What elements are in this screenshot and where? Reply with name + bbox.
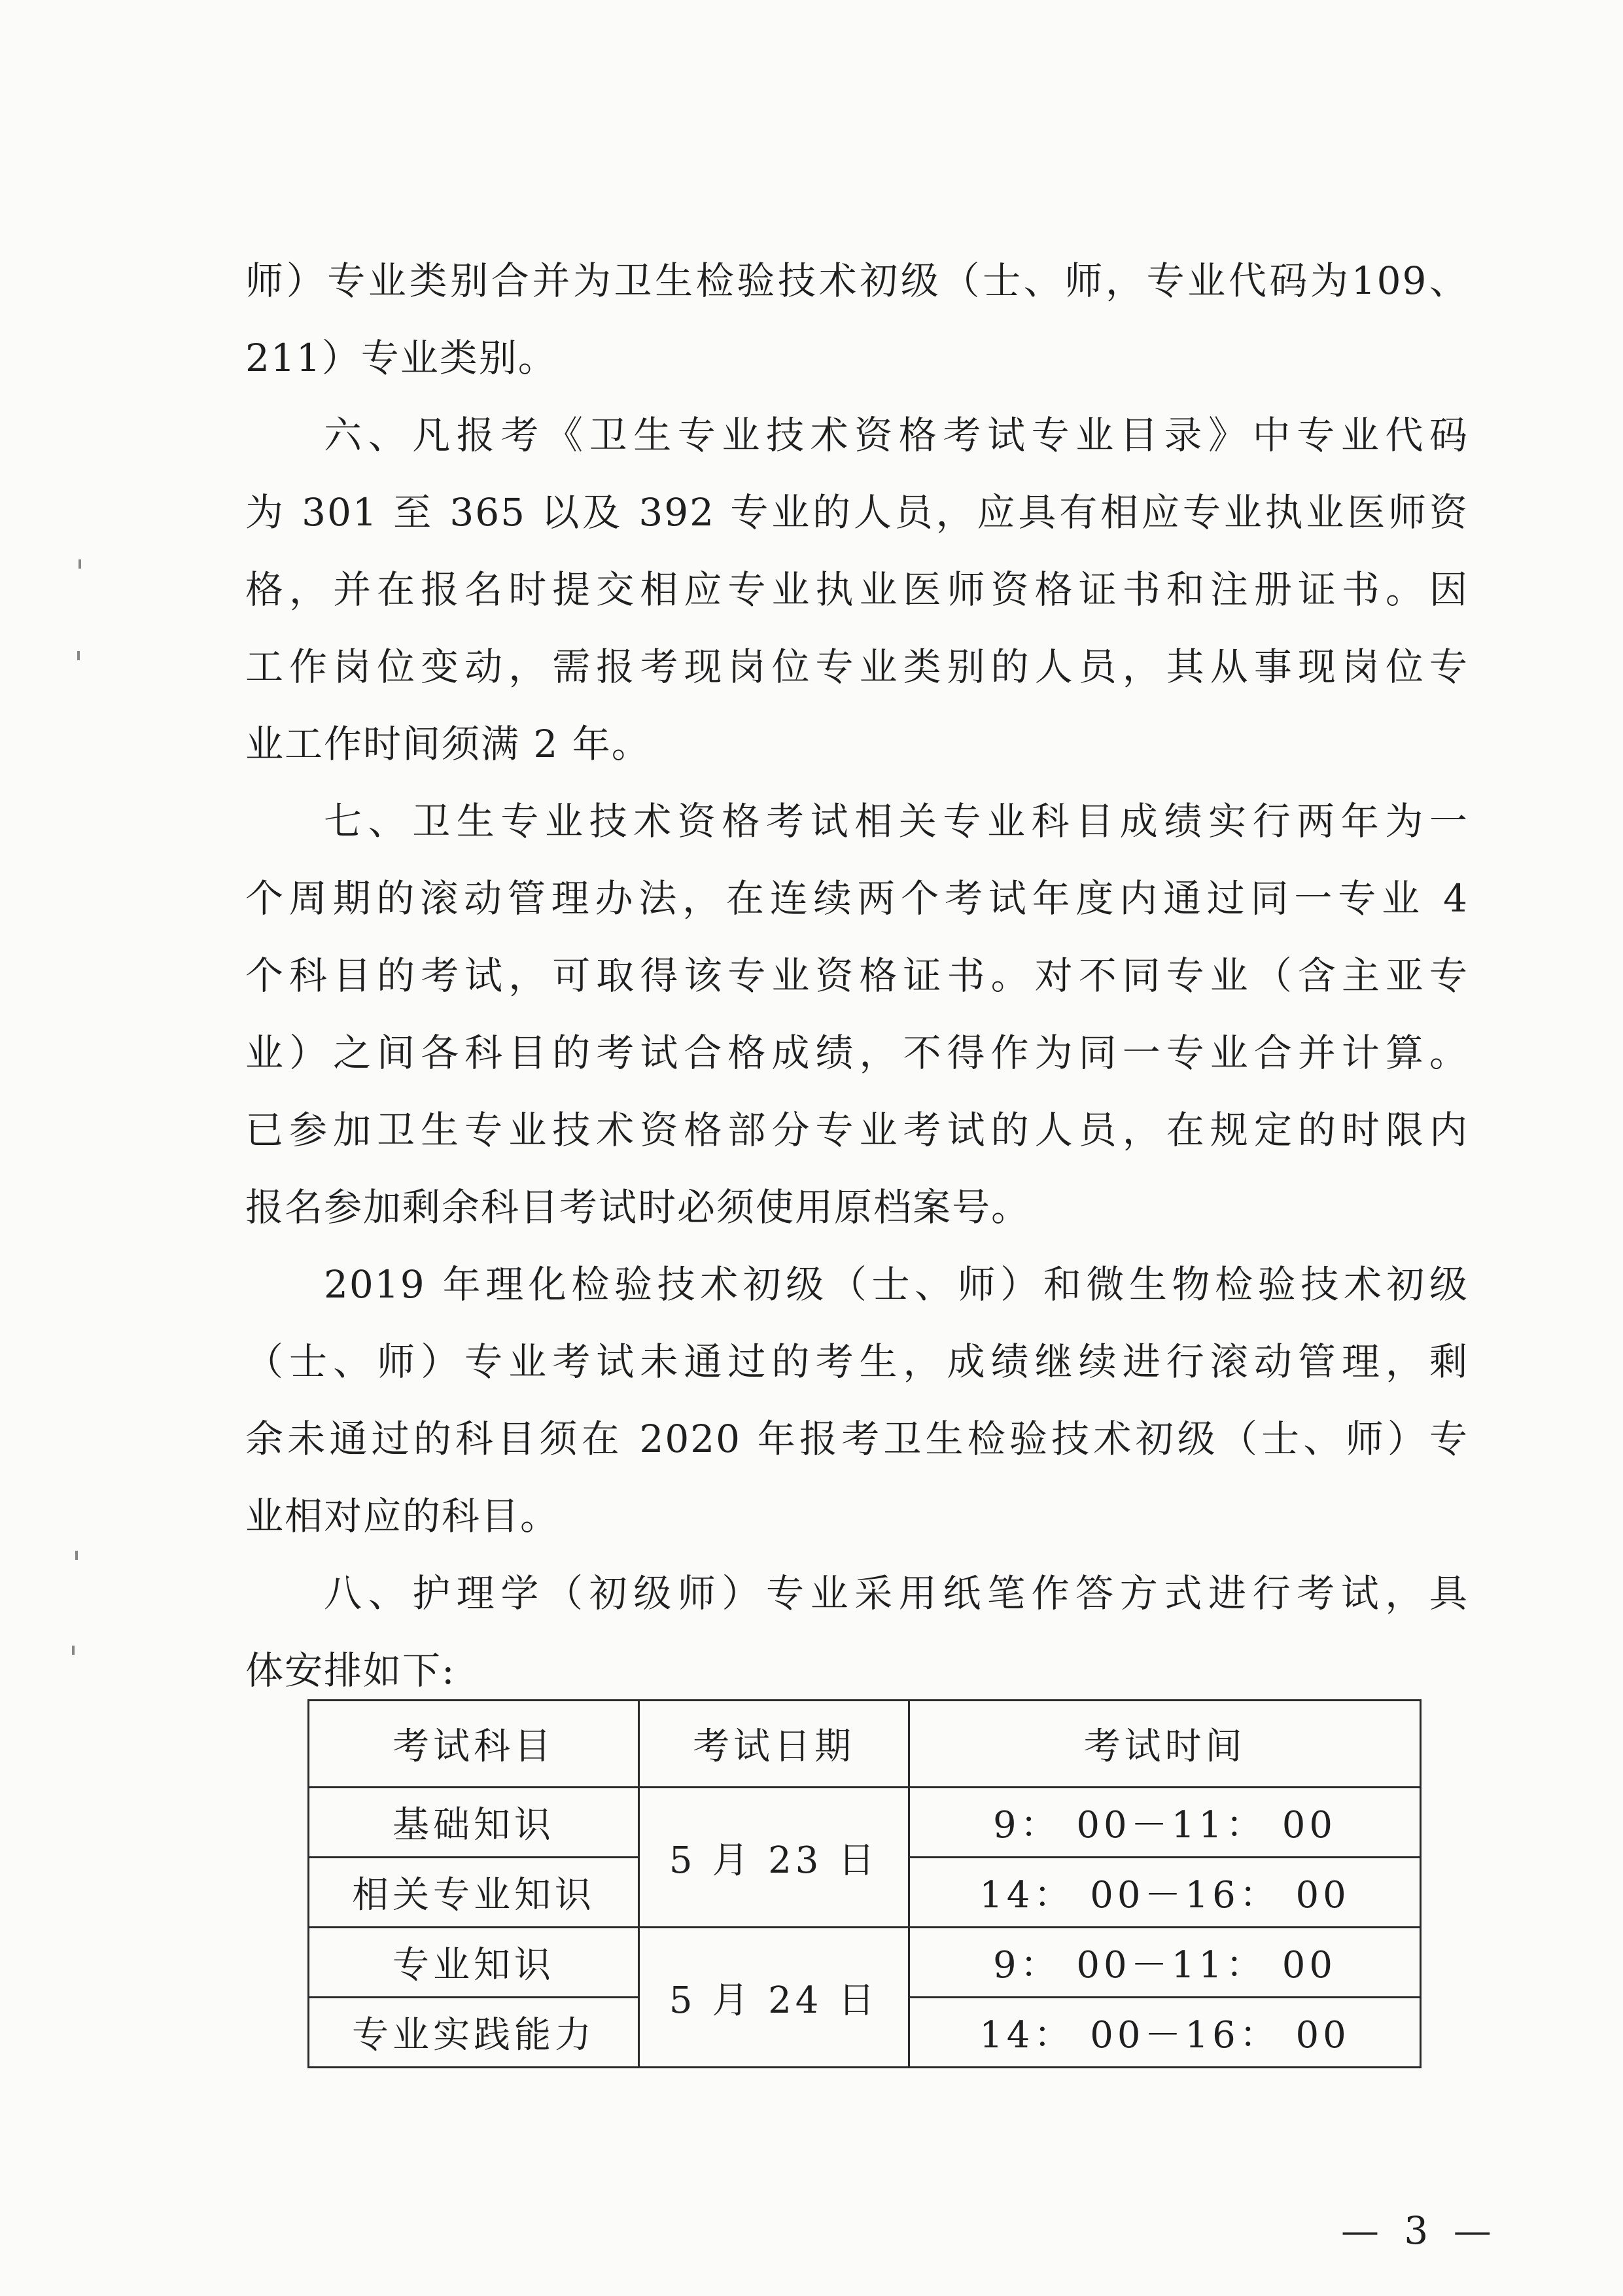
text-line: 个周期的滚动管理办法，在连续两个考试年度内通过同一专业 4: [245, 876, 1469, 921]
document-body: [245, 242, 1469, 1709]
cell-subject: 专业知识: [309, 1928, 639, 1998]
table-row: [309, 1928, 1421, 1998]
page-number: — 3 —: [1341, 2208, 1498, 2253]
scan-mark: [77, 651, 80, 660]
text-line: 为 301 至 365 以及 392 专业的人员，应具有相应专业执业医师资: [245, 490, 1469, 535]
cell-time: 9： 00－11： 00: [909, 1788, 1421, 1858]
exam-schedule-table: [307, 1699, 1420, 2066]
cell-time: 9： 00－11： 00: [909, 1928, 1421, 1998]
text-line: 报名参加剩余科目考试时必须使用原档案号。: [245, 1185, 1031, 1229]
cell-date: 5 月 24 日: [639, 1928, 909, 2068]
text-line: 个科目的考试，可取得该专业资格证书。对不同专业（含主亚专: [245, 953, 1469, 998]
scan-mark: [79, 559, 81, 569]
cell-time: 14： 00－16： 00: [909, 1998, 1421, 2068]
header-subject: 考试科目: [309, 1701, 639, 1788]
cell-subject: 基础知识: [309, 1788, 639, 1858]
text-line: 体安排如下:: [245, 1648, 456, 1693]
table-header-row: [309, 1701, 1421, 1788]
text-line: 2019 年理化检验技术初级（士、师）和微生物检验技术初级: [324, 1262, 1469, 1307]
table-row: [309, 1788, 1421, 1858]
scan-mark: [75, 1551, 78, 1560]
text-line: 格，并在报名时提交相应专业执业医师资格证书和注册证书。因: [245, 567, 1469, 612]
text-line: 211）专业类别。: [245, 336, 557, 380]
text-line: 七、卫生专业技术资格考试相关专业科目成绩实行两年为一: [324, 799, 1469, 843]
text-line: 工作岗位变动，需报考现岗位专业类别的人员，其从事现岗位专: [245, 645, 1469, 689]
text-line: 业）之间各科目的考试合格成绩，不得作为同一专业合并计算。: [245, 1031, 1469, 1075]
text-line: 师）专业类别合并为卫生检验技术初级（士、师，专业代码为109、: [245, 258, 1469, 303]
header-time: 考试时间: [909, 1701, 1421, 1788]
cell-subject: 专业实践能力: [309, 1998, 639, 2068]
text-line: 八、护理学（初级师）专业采用纸笔作答方式进行考试，具: [324, 1571, 1469, 1616]
text-line: 六、凡报考《卫生专业技术资格考试专业目录》中专业代码: [324, 413, 1469, 457]
text-line: 业工作时间须满 2 年。: [245, 722, 651, 766]
header-date: 考试日期: [639, 1701, 909, 1788]
cell-date: 5 月 23 日: [639, 1788, 909, 1928]
text-line: （士、师）专业考试未通过的考生，成绩继续进行滚动管理，剩: [245, 1339, 1469, 1384]
cell-time: 14： 00－16： 00: [909, 1858, 1421, 1928]
text-line: 已参加卫生专业技术资格部分专业考试的人员，在规定的时限内: [245, 1108, 1469, 1152]
text-line: 余未通过的科目须在 2020 年报考卫生检验技术初级（士、师）专: [245, 1417, 1469, 1461]
cell-subject: 相关专业知识: [309, 1858, 639, 1928]
text-line: 业相对应的科目。: [245, 1494, 560, 1538]
scan-mark: [72, 1646, 75, 1655]
